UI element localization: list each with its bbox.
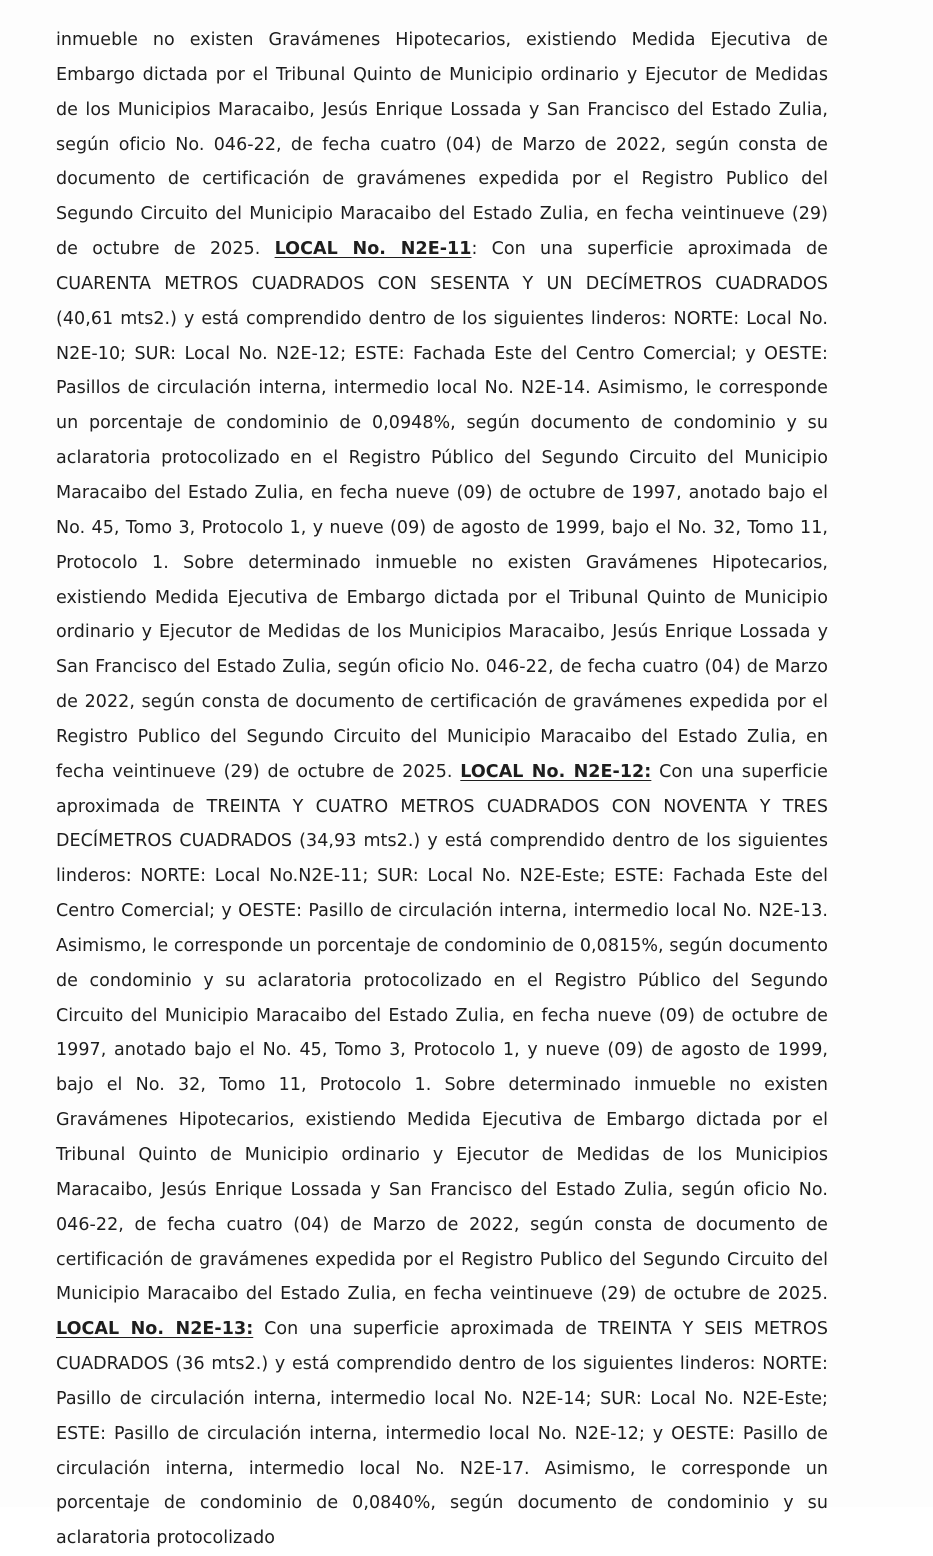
document-body-text: [56, 23, 828, 1556]
text-segment: Con una superficie aproximada de TREINTA Y CUATRO METROS CUADRADOS CON NOVENTA Y TRES DECÍMETROS CUADRADOS (34,93 mts2.) y está comprendido dentro de los siguientes linderos: NORTE: Local No.N2E-11; SUR: Local No. N2E-Este; ESTE: Fachada Este del Centro Comercial; y OESTE: Pasillo de circulación interna, intermedio local No. N2E-13. Asimismo, le corresponde un porcentaje de condominio de 0,0815%, según documento de condominio y su aclaratoria protocolizado en el Registro Público del Segundo Circuito del Municipio Maracaibo del Estado Zulia, en fecha nueve (09) de octubre de 1997, anotado bajo el No. 45, Tomo 3, Protocolo 1, y nueve (09) de agosto de 1999, bajo el No. 32, Tomo 11, Protocolo 1. Sobre determinado inmueble no existen Gravámenes Hipotecarios, existiendo Medida Ejecutiva de Embargo dictada por el Tribunal Quinto de Municipio ordinario y Ejecutor de Medidas de los Municipios Maracaibo, Jesús Enrique Lossada y San Francisco del Estado Zulia, según oficio No. 046-22, de fecha cuatro (04) de Marzo de 2022, según consta de documento de certificación de gravámenes expedida por el Registro Publico del Segundo Circuito del Municipio Maracaibo del Estado Zulia, en fecha veintinueve (29) de octubre de 2025.: [56, 761, 828, 1305]
local-heading-n2e-13: LOCAL No. N2E-13:: [56, 1319, 254, 1340]
text-segment: inmueble no existen Gravámenes Hipotecarios, existiendo Medida Ejecutiva de Embargo dictada por el Tribunal Quinto de Municipio ordinario y Ejecutor de Medidas de los Municipios Maracaibo, Jesús Enrique Lossada y San Francisco del Estado Zulia, según oficio No. 046-22, de fecha cuatro (04) de Marzo de 2022, según consta de documento de certificación de gravámenes expedida por el Registro Publico del Segundo Circuito del Municipio Maracaibo del Estado Zulia, en fecha veintinueve (29) de octubre de 2025.: [56, 30, 828, 260]
text-segment: Con una superficie aproximada de TREINTA Y SEIS METROS CUADRADOS (36 mts2.) y está comprendido dentro de los siguientes linderos: NORTE: Pasillo de circulación interna, intermedio local No. N2E-14; SUR: Local No. N2E-Este; ESTE: Pasillo de circulación interna, intermedio local No. N2E-12; y OESTE: Pasillo de circulación interna, intermedio local No. N2E-17. Asimismo, le corresponde un porcentaje de condominio de 0,0840%, según documento de condominio y su aclaratoria protocolizado: [56, 1319, 829, 1549]
text-segment: : Con una superficie aproximada de CUARENTA METROS CUADRADOS CON SESENTA Y UN DECÍMETROS CUADRADOS (40,61 mts2.) y está comprendido dentro de los siguientes linderos: NORTE: Local No. N2E-10; SUR: Local No. N2E-12; ESTE: Fachada Este del Centro Comercial; y OESTE: Pasillos de circulación interna, intermedio local No. N2E-14. Asimismo, le corresponde un porcentaje de condominio de 0,0948%, según documento de condominio y su aclaratoria protocolizado en el Registro Público del Segundo Circuito del Municipio Maracaibo del Estado Zulia, en fecha nueve (09) de octubre de 1997, anotado bajo el No. 45, Tomo 3, Protocolo 1, y nueve (09) de agosto de 1999, bajo el No. 32, Tomo 11, Protocolo 1. Sobre determinado inmueble no existen Gravámenes Hipotecarios, existiendo Medida Ejecutiva de Embargo dictada por el Tribunal Quinto de Municipio ordinario y Ejecutor de Medidas de los Municipios Maracaibo, Jesús Enrique Lossada y San Francisco del Estado Zulia, según oficio No. 046-22, de fecha cuatro (04) de Marzo de 2022, según consta de documento de certificación de gravámenes expedida por el Registro Publico del Segundo Circuito del Municipio Maracaibo del Estado Zulia, en fecha veintinueve (29) de octubre de 2025.: [56, 239, 828, 782]
local-heading-n2e-11: LOCAL No. N2E-11: [274, 239, 472, 260]
local-heading-n2e-12: LOCAL No. N2E-12:: [460, 761, 652, 782]
